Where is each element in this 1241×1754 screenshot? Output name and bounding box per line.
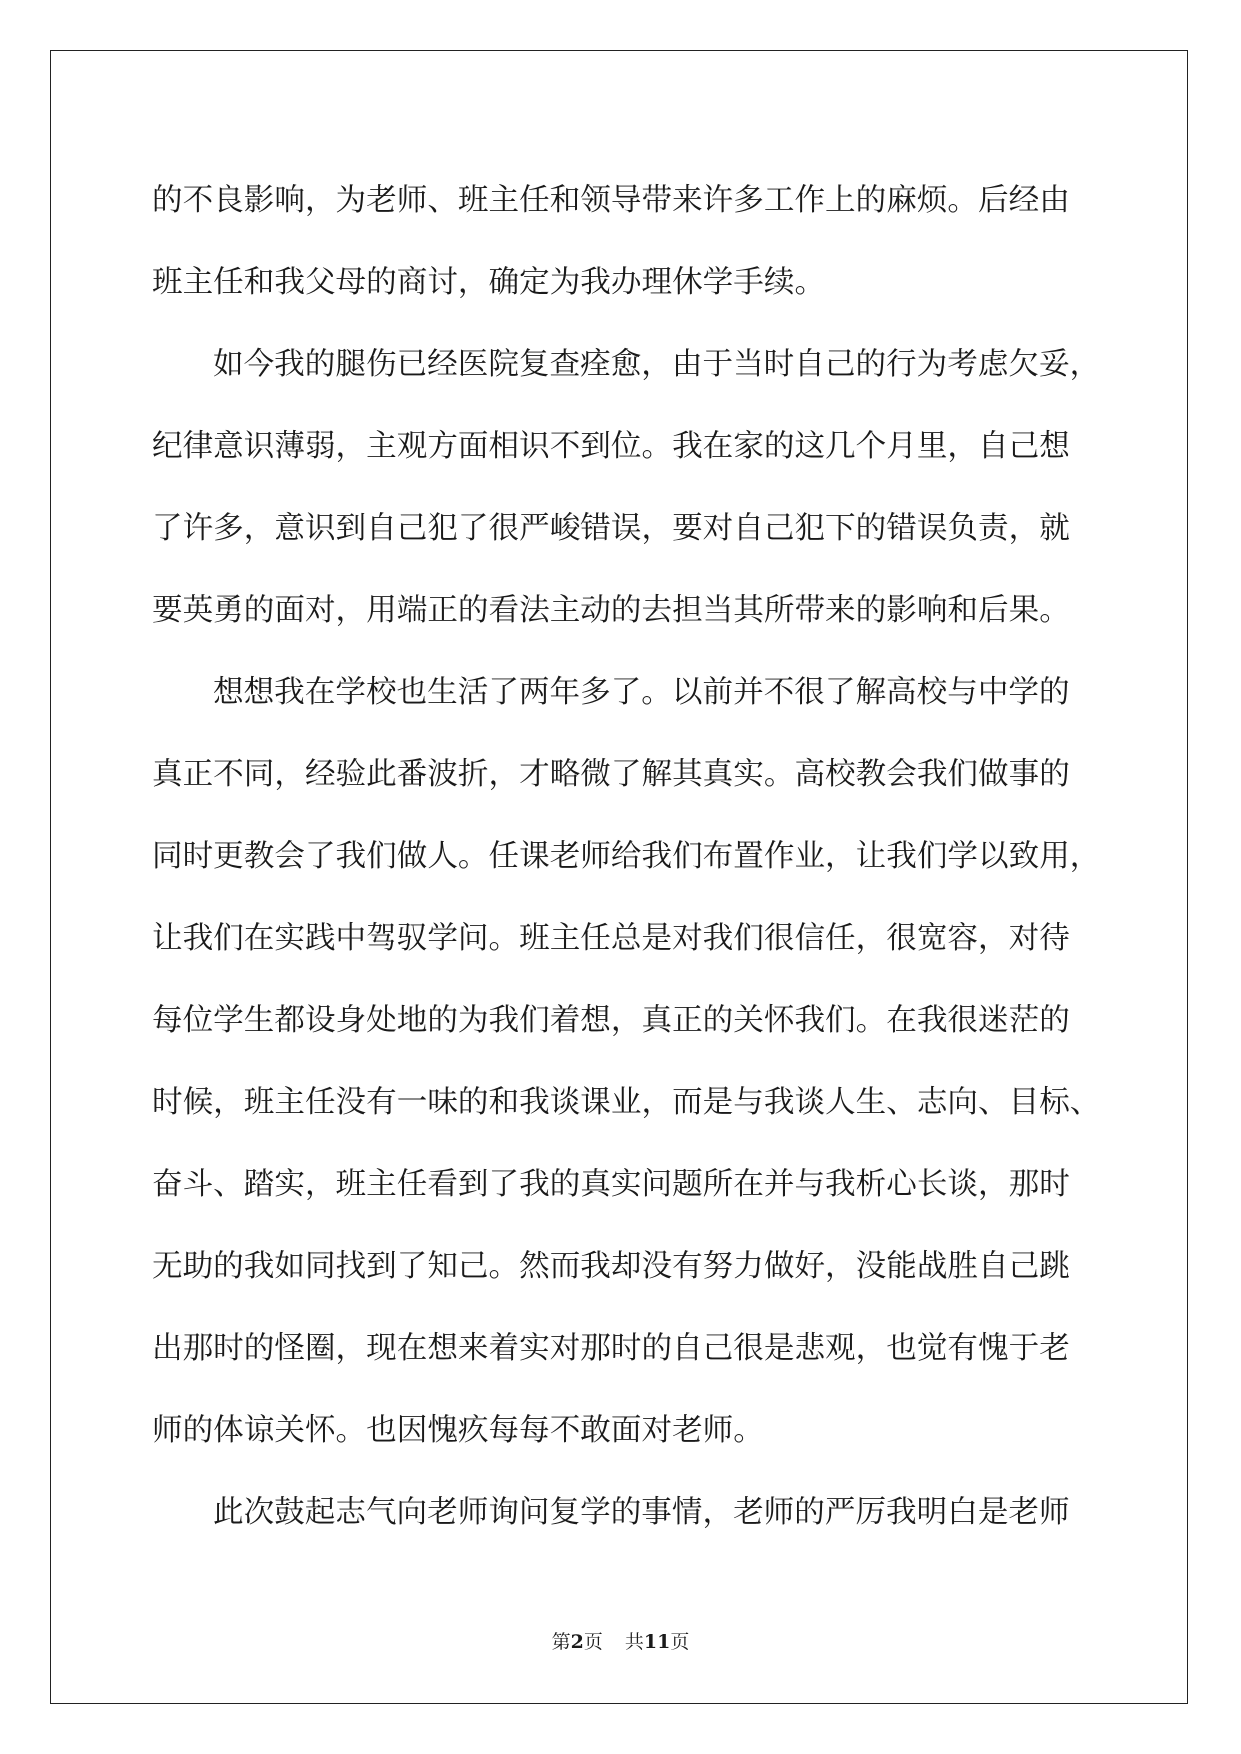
- total-suffix: 页: [670, 1631, 690, 1653]
- page-prefix: 第: [551, 1631, 571, 1653]
- text-line: 时候，班主任没有一味的和我谈课业，而是与我谈人生、志向、目标、: [152, 1085, 1101, 1120]
- page-suffix: 页: [583, 1631, 603, 1653]
- text-line: 每位学生都设身处地的为我们着想，真正的关怀我们。在我很迷茫的: [152, 1003, 1070, 1038]
- text-line: 如今我的腿伤已经医院复查痊愈，由于当时自己的行为考虑欠妥，: [213, 347, 1101, 382]
- page-number: 2: [570, 1631, 584, 1653]
- text-line: 无助的我如同找到了知己。然而我却没有努力做好，没能战胜自己跳: [152, 1249, 1070, 1284]
- text-line: 此次鼓起志气向老师询问复学的事情，老师的严厉我明白是老师: [213, 1495, 1070, 1530]
- text-line: 了许多，意识到自己犯了很严峻错误，要对自己犯下的错误负责，就: [152, 511, 1070, 546]
- text-line: 奋斗、踏实，班主任看到了我的真实问题所在并与我析心长谈，那时: [152, 1167, 1070, 1202]
- document-body: [152, 160, 1102, 1554]
- text-line: 师的体谅关怀。也因愧疚每每不敢面对老师。: [152, 1413, 764, 1448]
- total-prefix: 共: [624, 1631, 644, 1653]
- text-line: 纪律意识薄弱，主观方面相识不到位。我在家的这几个月里，自己想: [152, 429, 1070, 464]
- total-pages: 11: [643, 1631, 671, 1653]
- text-line: 的不良影响，为老师、班主任和领导带来许多工作上的麻烦。后经由: [152, 183, 1070, 218]
- text-line: 班主任和我父母的商讨，确定为我办理休学手续。: [152, 265, 826, 300]
- text-line: 出那时的怪圈，现在想来着实对那时的自己很是悲观，也觉有愧于老: [152, 1331, 1070, 1366]
- text-line: 真正不同，经验此番波折，才略微了解其真实。高校教会我们做事的: [152, 757, 1070, 792]
- page-footer: [0, 1630, 1241, 1654]
- text-line: 想想我在学校也生活了两年多了。以前并不很了解高校与中学的: [213, 675, 1070, 710]
- text-line: 要英勇的面对，用端正的看法主动的去担当其所带来的影响和后果。: [152, 593, 1070, 628]
- text-line: 让我们在实践中驾驭学问。班主任总是对我们很信任，很宽容，对待: [152, 921, 1070, 956]
- text-line: 同时更教会了我们做人。任课老师给我们布置作业，让我们学以致用，: [152, 839, 1101, 874]
